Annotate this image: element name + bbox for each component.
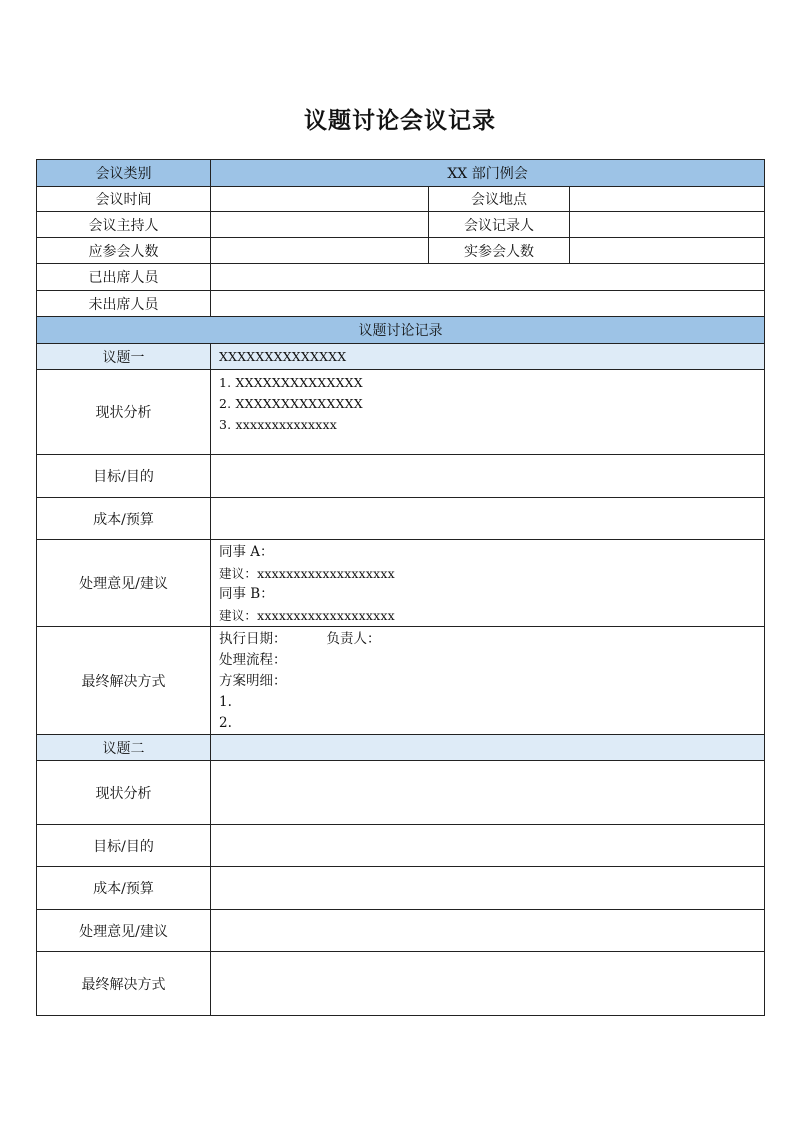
row-topic2-cost [37,867,765,910]
page-title: 议题讨论会议记录 [304,108,496,134]
row-topic1-opinion [37,540,765,627]
topic1-goal-label: 目标/目的 [37,455,211,498]
topic2-opinion-value[interactable] [211,910,765,952]
row-category [37,160,765,187]
row-topic2-goal [37,825,765,867]
category-value[interactable]: XX 部门例会 [211,160,765,187]
recorder-label: 会议记录人 [429,212,570,238]
topic2-cost-value[interactable] [211,867,765,910]
time-value[interactable] [211,187,429,212]
topic1-cost-label: 成本/预算 [37,498,211,540]
topic1-value[interactable]: XXXXXXXXXXXXXX [211,344,765,370]
topic1-final-value[interactable] [211,627,765,735]
expected-value[interactable] [211,238,429,264]
final-line: 方案明细： [219,673,287,689]
category-label: 会议类别 [37,160,211,187]
host-label: 会议主持人 [37,212,211,238]
row-topic2-final [37,952,765,1016]
topic1-final-label: 最终解决方式 [37,627,211,735]
row-host-recorder [37,212,765,238]
opinion-line: 建议：xxxxxxxxxxxxxxxxxxx [219,566,395,581]
time-label: 会议时间 [37,187,211,212]
host-value[interactable] [211,212,429,238]
row-topic1-goal [37,455,765,498]
topic2-value[interactable] [211,735,765,761]
topic1-opinion-value[interactable] [211,540,765,627]
row-attendee-count [37,238,765,264]
list-item: 3. xxxxxxxxxxxxxx [219,417,337,432]
final-line-date-owner [219,629,756,650]
absent-value[interactable] [211,291,765,317]
row-topic1-cost [37,498,765,540]
row-topic1-final [37,627,765,735]
list-item: 2. XXXXXXXXXXXXXX [219,396,363,411]
topic2-final-value[interactable] [211,952,765,1016]
topic1-cost-value[interactable] [211,498,765,540]
absent-label: 未出席人员 [37,291,211,317]
topic1-status-value[interactable] [211,370,765,455]
final-line: 1. [219,694,232,710]
topic1-opinion-label: 处理意见/建议 [37,540,211,627]
present-label: 已出席人员 [37,264,211,291]
row-present [37,264,765,291]
row-topic2-status [37,761,765,825]
expected-label: 应参会人数 [37,238,211,264]
meeting-record-table [36,159,765,1016]
topic2-final-label: 最终解决方式 [37,952,211,1016]
opinion-line: 建议：xxxxxxxxxxxxxxxxxxx [219,608,395,623]
topic2-status-value[interactable] [211,761,765,825]
row-topic2-opinion [37,910,765,952]
final-line: 2. [219,715,232,731]
topic2-goal-label: 目标/目的 [37,825,211,867]
opinion-line: 同事 A： [219,544,274,560]
topic2-status-label: 现状分析 [37,761,211,825]
section-title: 议题讨论记录 [37,317,765,344]
topic2-label: 议题二 [37,735,211,761]
owner-label: 负责人： [326,631,381,647]
topic2-opinion-label: 处理意见/建议 [37,910,211,952]
topic2-cost-label: 成本/预算 [37,867,211,910]
actual-value[interactable] [570,238,765,264]
topic1-status-label: 现状分析 [37,370,211,455]
present-value[interactable] [211,264,765,291]
list-item: 1. XXXXXXXXXXXXXX [219,375,363,390]
topic2-goal-value[interactable] [211,825,765,867]
row-absent [37,291,765,317]
row-topic1 [37,344,765,370]
topic1-goal-value[interactable] [211,455,765,498]
location-value[interactable] [570,187,765,212]
actual-label: 实参会人数 [429,238,570,264]
row-topic1-status [37,370,765,455]
location-label: 会议地点 [429,187,570,212]
topic1-label: 议题一 [37,344,211,370]
opinion-line: 同事 B： [219,586,274,602]
recorder-value[interactable] [570,212,765,238]
exec-date-label: 执行日期： [219,631,287,647]
row-topic2 [37,735,765,761]
row-section-title [37,317,765,344]
final-line: 处理流程： [219,652,287,668]
row-time-location [37,187,765,212]
